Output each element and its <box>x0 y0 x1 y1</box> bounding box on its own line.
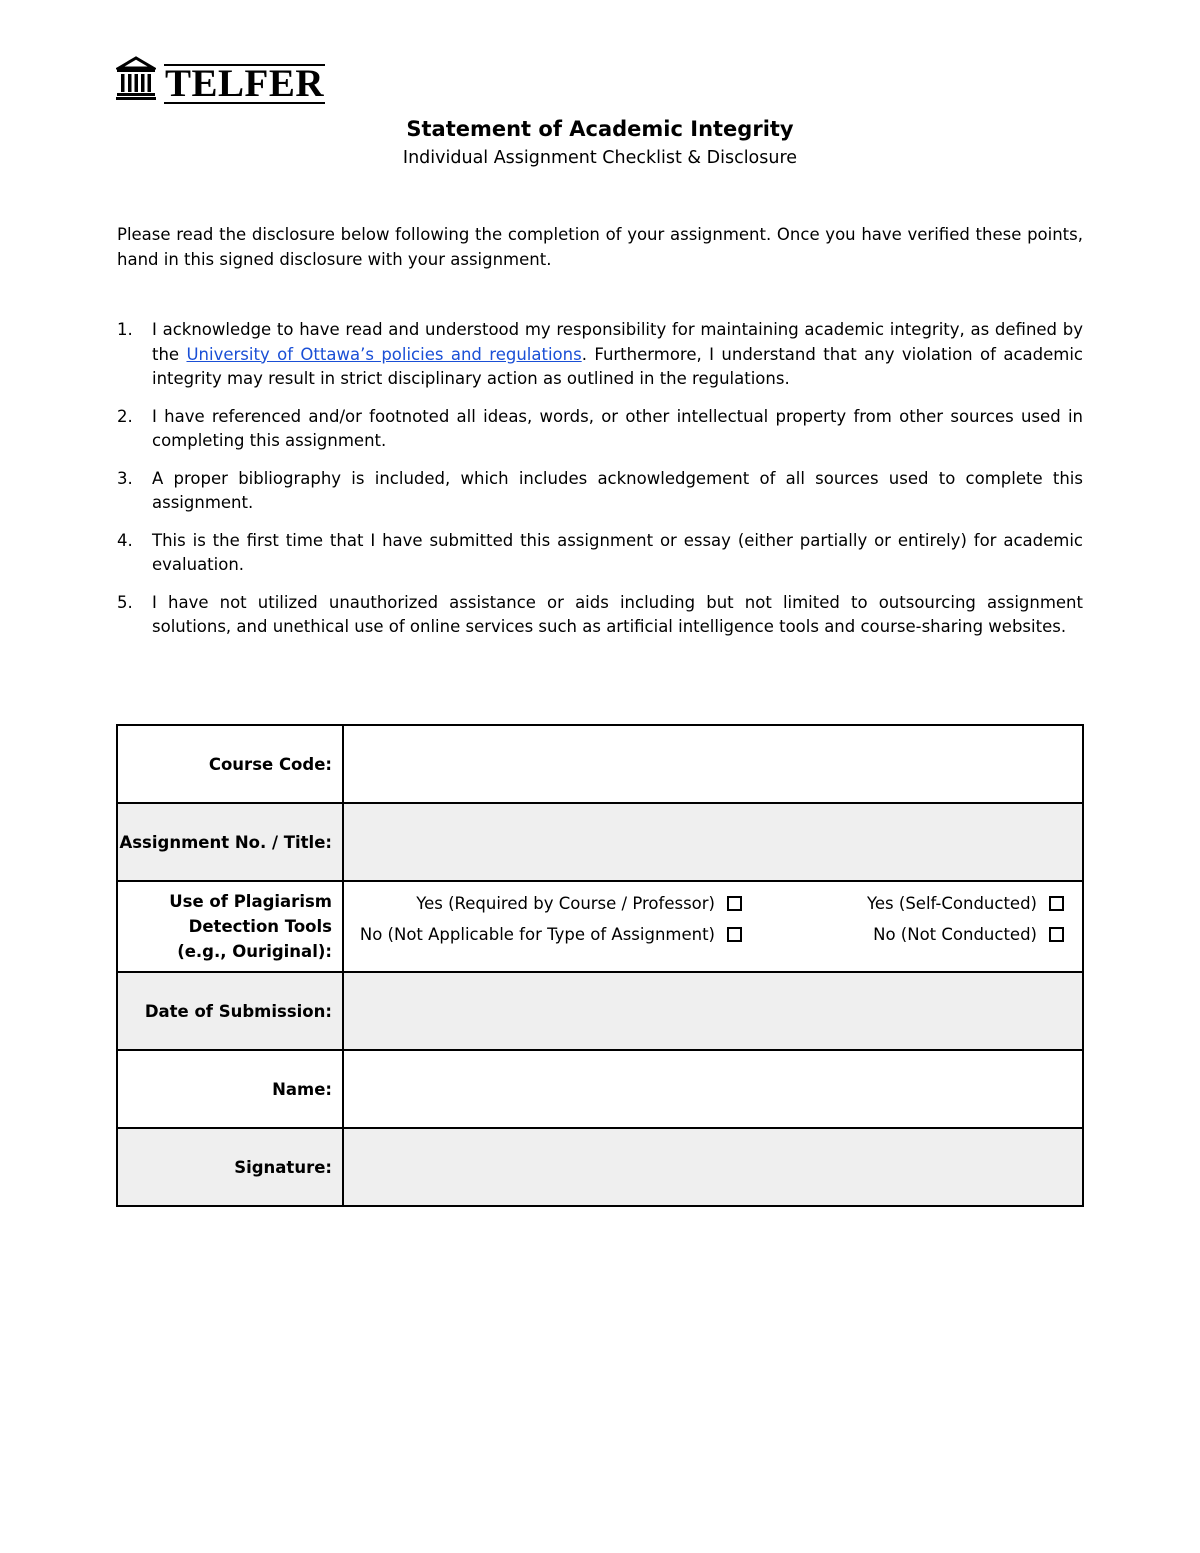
building-columns-icon <box>116 54 156 100</box>
option-label: No (Not Applicable for Type of Assignment) <box>359 925 715 944</box>
document-title: Statement of Academic Integrity <box>406 117 794 141</box>
date-field[interactable] <box>343 972 1083 1050</box>
disclosure-form-table <box>116 724 1084 1207</box>
plagiarism-options <box>343 881 1083 972</box>
checklist-item-3 <box>117 467 1083 516</box>
checklist-item-4 <box>117 529 1083 578</box>
policies-link[interactable]: University of Ottawa’s policies and regulations <box>186 344 582 364</box>
option-no-not-conducted[interactable] <box>752 925 1082 944</box>
option-label: Yes (Self-Conducted) <box>867 894 1037 913</box>
assignment-label: Assignment No. / Title: <box>117 803 343 881</box>
checkbox-icon[interactable] <box>727 927 742 942</box>
signature-row <box>117 1128 1083 1206</box>
item-number: 2. <box>117 406 133 426</box>
option-label: Yes (Required by Course / Professor) <box>416 894 715 913</box>
signature-field[interactable] <box>343 1128 1083 1206</box>
intro-paragraph: Please read the disclosure below following the completion of your assignment. Once you have verified these points, hand in this signed disclosure with your assignment. <box>117 225 1083 269</box>
plagiarism-row <box>117 881 1083 972</box>
checkbox-icon[interactable] <box>1049 896 1064 911</box>
plagiarism-label-line: Detection Tools <box>188 917 332 936</box>
plagiarism-label-line: Use of Plagiarism <box>169 892 332 911</box>
item-text: . Furthermore, I understand that any violation of academic integrity may result in strict disciplinary action as outlined in the regulations. <box>152 344 1083 388</box>
checkbox-icon[interactable] <box>727 896 742 911</box>
option-yes-required[interactable] <box>344 894 752 913</box>
item-text: A proper bibliography is included, which includes acknowledgement of all sources used to complete this assignment. <box>152 468 1083 512</box>
item-text: I acknowledge to have read and understood my responsibility for maintaining academic integrity, as defined by the <box>152 320 1083 364</box>
item-number: 4. <box>117 530 133 550</box>
signature-label: Signature: <box>117 1128 343 1206</box>
item-number: 3. <box>117 468 133 488</box>
item-text: I have not utilized unauthorized assistance or aids including but not limited to outsourcing assignment solutions, and unethical use of online services such as artificial intelligence tools and course-sharing websites. <box>152 592 1083 636</box>
checklist-item-1 <box>117 318 1083 392</box>
course-code-label: Course Code: <box>117 725 343 803</box>
item-text: This is the first time that I have submitted this assignment or essay (either partially or entirely) for academic evaluation. <box>152 530 1083 574</box>
date-label: Date of Submission: <box>117 972 343 1050</box>
document-subtitle: Individual Assignment Checklist & Disclosure <box>402 148 798 168</box>
item-number: 5. <box>117 592 133 612</box>
checklist <box>117 318 1083 653</box>
name-row <box>117 1050 1083 1128</box>
checkbox-icon[interactable] <box>1049 927 1064 942</box>
checklist-item-2 <box>117 405 1083 454</box>
item-number: 1. <box>117 320 133 339</box>
course-code-row <box>117 725 1083 803</box>
telfer-logo <box>116 54 325 105</box>
option-yes-self[interactable] <box>752 894 1082 913</box>
date-row <box>117 972 1083 1050</box>
name-field[interactable] <box>343 1050 1083 1128</box>
plagiarism-label-line: (e.g., Ouriginal): <box>177 942 332 961</box>
logo-wordmark: TELFER <box>165 62 325 105</box>
option-no-not-applicable[interactable] <box>344 925 752 944</box>
plagiarism-label <box>117 881 343 972</box>
course-code-field[interactable] <box>343 725 1083 803</box>
name-label: Name: <box>117 1050 343 1128</box>
assignment-row <box>117 803 1083 881</box>
item-text: I have referenced and/or footnoted all ideas, words, or other intellectual property from other sources used in completing this assignment. <box>152 406 1083 450</box>
option-label: No (Not Conducted) <box>873 925 1037 944</box>
checklist-item-5 <box>117 591 1083 640</box>
assignment-field[interactable] <box>343 803 1083 881</box>
